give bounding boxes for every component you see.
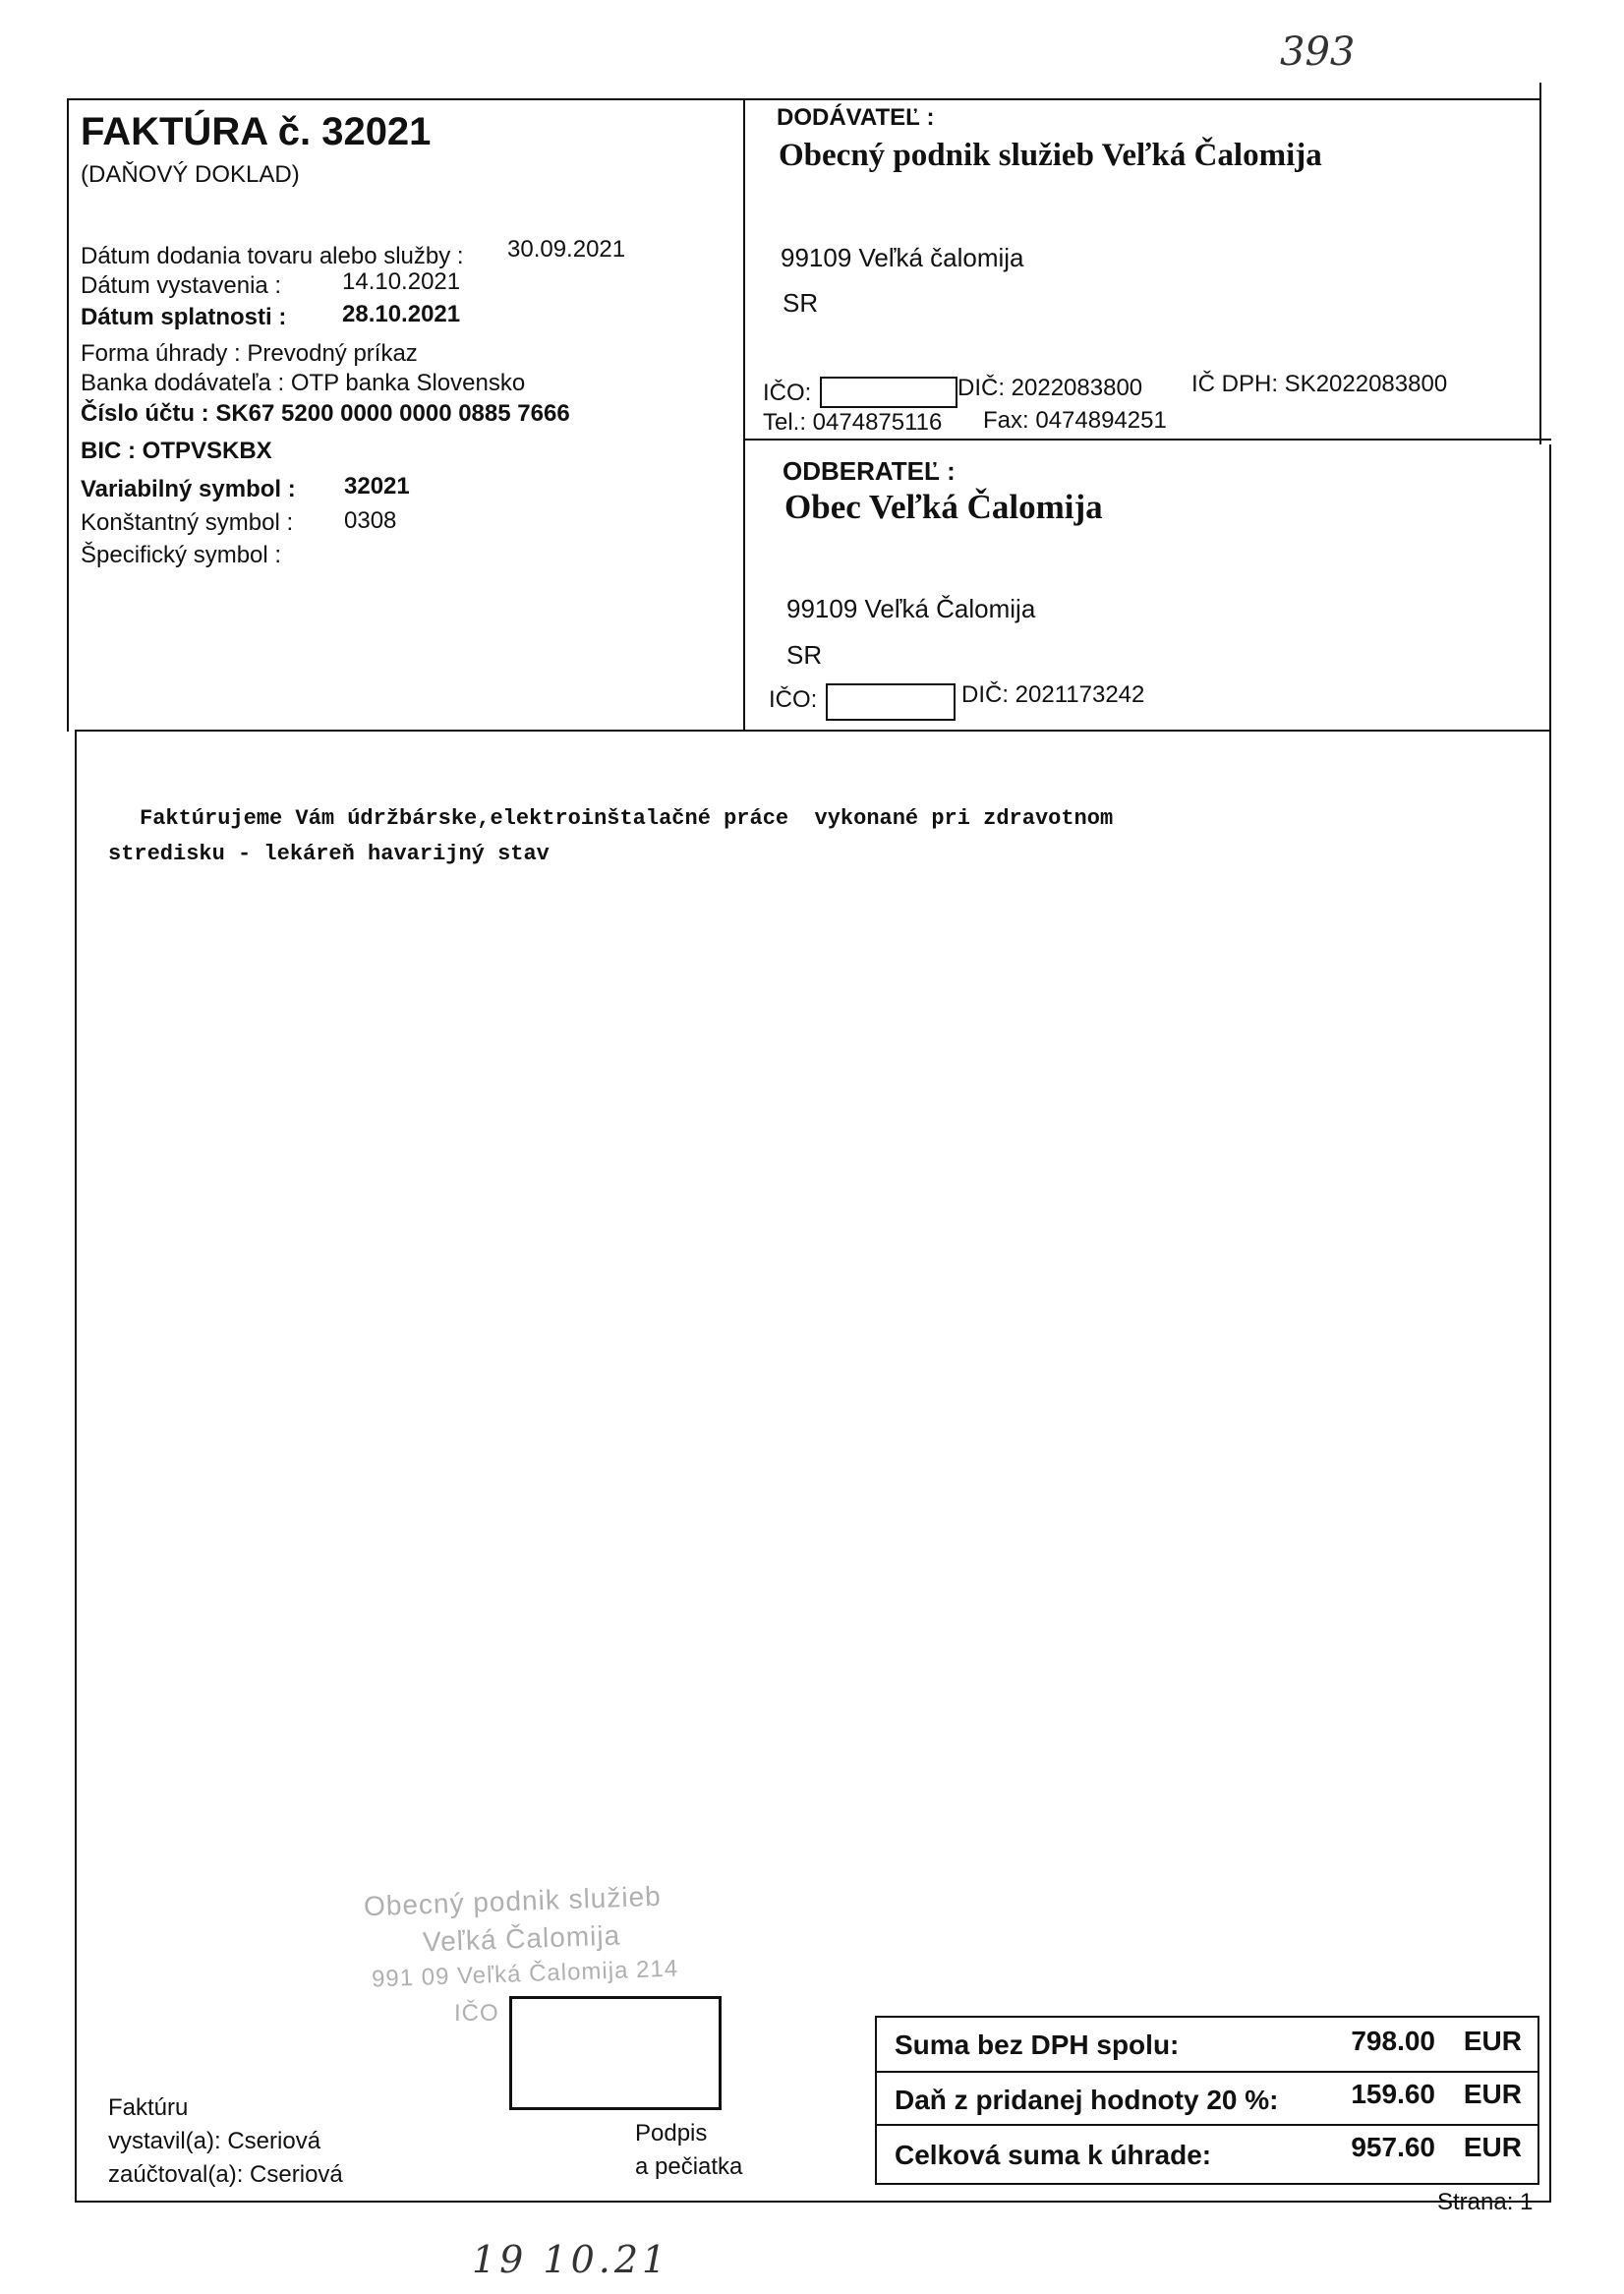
invoice-title: FAKTÚRA č. 32021	[81, 110, 432, 153]
customer-country: SR	[786, 640, 823, 670]
invoice-word: Faktúru	[108, 2094, 189, 2121]
vat-amount-currency: EUR	[1463, 2079, 1522, 2109]
issued-by: vystavil(a): Cseriová	[108, 2128, 321, 2154]
totals-divider-2	[877, 2124, 1537, 2126]
invoice-description-line1: Faktúrujeme Vám údržbárske,elektroinštalačné práce vykonané pri zdravotnom	[140, 806, 1114, 831]
signature-label: Podpis	[635, 2120, 708, 2147]
handwritten-date: 19 10.21	[472, 2238, 670, 2281]
stamp-line3: 991 09 Veľká Čalomija 214	[371, 1955, 679, 1993]
customer-ico-label: IČO:	[769, 686, 818, 713]
supplier-ic-dph: IČ DPH: SK2022083800	[1191, 371, 1448, 397]
delivery-date-label: Dátum dodania tovaru alebo služby :	[81, 243, 464, 269]
account-number: Číslo účtu : SK67 5200 0000 0000 0885 7666	[81, 400, 570, 427]
net-amount-label: Suma bez DPH spolu:	[895, 2029, 1180, 2060]
invoice-subtitle: (DAŇOVÝ DOKLAD)	[81, 161, 300, 188]
supplier-country: SR	[783, 288, 819, 318]
booked-by: zaúčtoval(a): Cseriová	[108, 2161, 343, 2188]
supplier-heading: DODÁVATEĽ :	[777, 104, 935, 131]
total-amount-label: Celková suma k úhrade:	[895, 2140, 1212, 2170]
net-amount-value: 798.00	[1351, 2026, 1435, 2056]
frame-right-lower	[1549, 444, 1551, 2203]
stamp-label: a pečiatka	[635, 2153, 743, 2180]
total-amount-currency: EUR	[1463, 2132, 1522, 2162]
variable-symbol-value: 32021	[344, 473, 410, 500]
stamp-line4: IČO	[454, 2000, 499, 2027]
variable-symbol-label: Variabilný symbol :	[81, 476, 296, 502]
frame-middle-divider	[743, 98, 745, 732]
specific-symbol-label: Špecifický symbol :	[81, 542, 282, 568]
vat-amount-label: Daň z pridanej hodnoty 20 %:	[895, 2085, 1279, 2115]
invoice-description-line2: stredisku - lekáreň havarijný stav	[108, 842, 550, 866]
customer-name: Obec Veľká Čalomija	[784, 488, 1103, 526]
totals-divider-1	[877, 2071, 1537, 2073]
payment-method: Forma úhrady : Prevodný príkaz	[81, 340, 418, 367]
frame-supplier-customer-divider	[743, 439, 1551, 441]
frame-bottom	[75, 2201, 1551, 2203]
due-date-value: 28.10.2021	[342, 301, 461, 327]
bic-code: BIC : OTPVSKBX	[81, 438, 272, 464]
customer-heading: ODBERATEĽ :	[783, 456, 956, 486]
customer-address: 99109 Veľká Čalomija	[786, 594, 1036, 623]
handwritten-page-number: 393	[1280, 29, 1356, 75]
stamp-line2: Veľká Čalomija	[422, 1919, 621, 1958]
stamp-redacted-box	[509, 1996, 722, 2110]
supplier-bank: Banka dodávateľa : OTP banka Slovensko	[81, 370, 526, 396]
frame-left-upper	[67, 98, 69, 732]
total-amount-value: 957.60	[1351, 2132, 1435, 2162]
supplier-name: Obecný podnik služieb Veľká Čalomija	[779, 138, 1322, 173]
vat-amount-value: 159.60	[1351, 2079, 1435, 2109]
delivery-date-value: 30.09.2021	[507, 236, 626, 263]
page-label: Strana: 1	[1437, 2189, 1534, 2215]
due-date-label: Dátum splatnosti :	[81, 304, 287, 330]
issue-date-value: 14.10.2021	[342, 268, 461, 295]
constant-symbol-value: 0308	[344, 507, 397, 534]
supplier-tel: Tel.: 0474875116	[763, 409, 943, 436]
customer-ico-redacted	[826, 683, 956, 721]
frame-right-upper	[1539, 83, 1541, 444]
supplier-ico-label: IČO:	[763, 380, 812, 406]
constant-symbol-label: Konštantný symbol :	[81, 509, 294, 536]
stamp-line1: Obecný podnik služieb	[363, 1880, 663, 1922]
supplier-ico-redacted	[820, 377, 957, 408]
frame-top	[67, 98, 1541, 100]
net-amount-currency: EUR	[1463, 2026, 1522, 2056]
supplier-dic: DIČ: 2022083800	[957, 375, 1143, 401]
supplier-address: 99109 Veľká čalomija	[781, 243, 1024, 272]
customer-dic: DIČ: 2021173242	[961, 681, 1145, 708]
issue-date-label: Dátum vystavenia :	[81, 272, 282, 299]
totals-table	[875, 2016, 1539, 2185]
supplier-fax: Fax: 0474894251	[983, 407, 1167, 434]
frame-header-bottom	[75, 730, 1551, 732]
frame-left-lower	[75, 732, 77, 2203]
